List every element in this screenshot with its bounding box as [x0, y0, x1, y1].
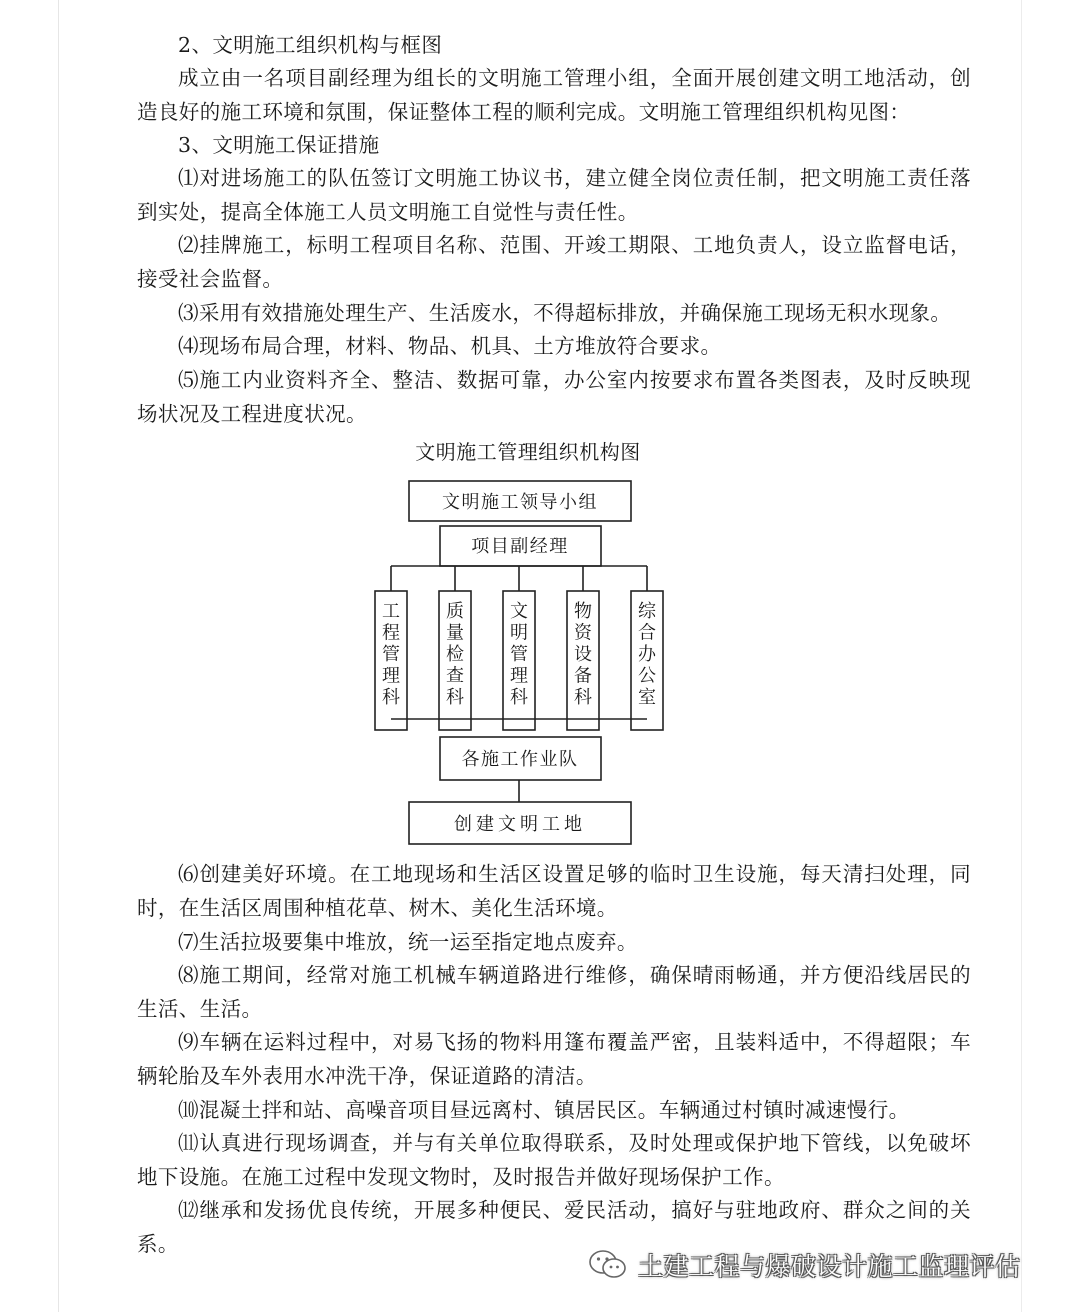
- heading-section-3: 3、文明施工保证措施: [178, 133, 380, 157]
- heading-section-2: 2、文明施工组织机构与框图: [178, 33, 443, 57]
- measure-5: ⑸施工内业资料齐全、整洁、数据可靠，办公室内按要求布置各类图表，及时反映现场状况及工程进度状况。: [137, 368, 971, 426]
- measure-1: ⑴对进场施工的队伍签订文明施工协议书，建立健全岗位责任制，把文明施工责任落到实处，提高全体施工人员文明施工自觉性与责任性。: [137, 166, 971, 224]
- measure-6: ⑹创建美好环境。在工地现场和生活区设置足够的临时卫生设施，每天清扫处理，同时，在生活区周围种植花草、树木、美化生活环境。: [137, 862, 971, 920]
- measure-9: ⑼车辆在运料过程中，对易飞扬的物料用篷布覆盖严密，且装料适中，不得超限；车辆轮胎及车外表用水冲洗干净，保证道路的清洁。: [137, 1030, 971, 1088]
- measure-11: ⑾认真进行现场调查，并与有关单位取得联系，及时处理或保护地下管线，以免破坏地下设施。在施工过程中发现文物时，及时报告并做好现场保护工作。: [137, 1131, 971, 1189]
- wechat-icon: [588, 1248, 628, 1282]
- watermark: [588, 1245, 1021, 1285]
- intro-paragraph: 成立由一名项目副经理为组长的文明施工管理小组，全面开展创建文明工地活动，创造良好的施工环境和氛围，保证整体工程的顺利完成。文明施工管理组织机构见图：: [137, 66, 971, 124]
- work-teams-label: 各施工作业队: [461, 749, 579, 770]
- deputy-manager-label: 项目副经理: [471, 536, 569, 557]
- dept-label-3: 文明管理科: [510, 601, 528, 708]
- measure-10: ⑽混凝土拌和站、高噪音项目昼远离村、镇居民区。车辆通过村镇时减速慢行。: [178, 1098, 910, 1122]
- leader-group-label: 文明施工领导小组: [442, 492, 598, 513]
- watermark-text: 土建工程与爆破设计施工监理评估: [638, 1252, 1021, 1281]
- dept-label-2: 质量检查科: [446, 601, 464, 708]
- measure-12: ⑿继承和发扬优良传统，开展多种便民、爱民活动，搞好与驻地政府、群众之间的关系。: [137, 1198, 971, 1256]
- measure-4: ⑷现场布局合理，材料、物品、机具、土方堆放符合要求。: [178, 334, 722, 358]
- dept-label-1: 工程管理科: [382, 601, 400, 708]
- goal-label: 创建文明工地: [454, 814, 586, 835]
- dept-label-5: 综合办公室: [638, 601, 656, 708]
- dept-label-4: 物资设备科: [574, 601, 592, 708]
- measure-2: ⑵挂牌施工，标明工程项目名称、范围、开竣工期限、工地负责人，设立监督电话，接受社会监督。: [137, 233, 971, 291]
- measure-3: ⑶采用有效措施处理生产、生活废水，不得超标排放，并确保施工现场无积水现象。: [178, 301, 952, 325]
- measure-8: ⑻施工期间，经常对施工机械车辆道路进行维修，确保晴雨畅通，并方便沿线居民的生活、生活。: [137, 963, 971, 1021]
- org-chart-title: 文明施工管理组织机构图: [415, 440, 641, 464]
- measure-7: ⑺生活拉圾要集中堆放，统一运至指定地点废弃。: [178, 930, 638, 954]
